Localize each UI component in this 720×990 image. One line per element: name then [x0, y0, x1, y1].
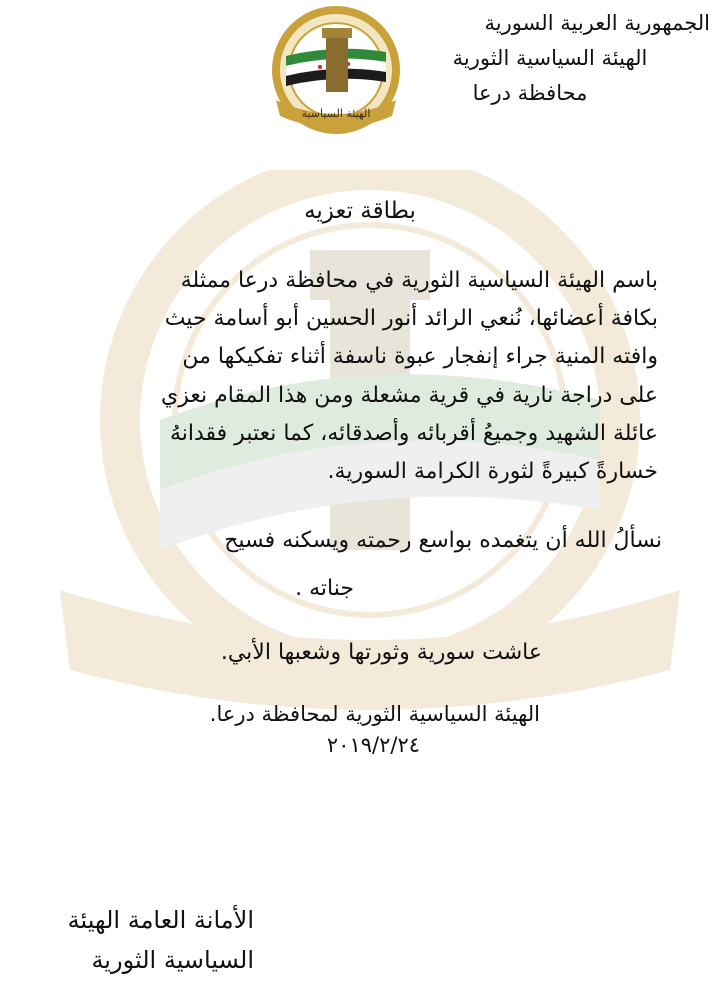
footer-line: الأمانة العامة الهيئة: [67, 906, 254, 934]
prayer-line-2: جناته .: [295, 576, 354, 601]
body-line: وافته المنية جراء إنفجار عبوة ناسفة أثناء تفكيكها من: [182, 344, 658, 370]
signature-organization: الهيئة السياسية الثورية لمحافظة درعا.: [209, 702, 540, 726]
body-line: بكافة أعضائها، نُنعي الرائد أنور الحسين أبو أسامة حيث: [164, 306, 658, 332]
body-line: عائلة الشهيد وجميعُ أقربائه وأصدقائه، كما نعتبر فقدانهُ: [169, 420, 658, 446]
body-paragraph: [58, 262, 658, 491]
closing-slogan: عاشت سورية وثورتها وشعبها الأبي.: [220, 640, 542, 665]
body-line: على دراجة نارية في قرية مشعلة ومن هذا المقام نعزي: [160, 382, 658, 408]
document-title: بطاقة تعزيه: [304, 198, 416, 224]
header-governorate: محافظة درعا: [472, 81, 588, 105]
organization-logo: [268, 4, 404, 140]
header-country: الجمهورية العربية السورية: [484, 11, 710, 35]
signature-date: ٢٠١٩/٢/٢٤: [326, 733, 420, 757]
header-organization: الهيئة السياسية الثورية: [452, 46, 648, 70]
header-block: [390, 6, 710, 111]
body-line: خسارةً كبيرةً لثورة الكرامة السورية.: [327, 459, 658, 485]
footer-secretariat: [14, 900, 254, 980]
footer-line: السياسية الثورية: [91, 946, 254, 974]
prayer-line-1: نسألُ الله أن يتغمده بواسع رحمته ويسكنه فسيح: [224, 528, 662, 553]
logo-ribbon-text: الهيئة السياسية: [301, 107, 371, 120]
body-line: باسم الهيئة السياسية الثورية في محافظة درعا ممثلة: [180, 268, 658, 293]
